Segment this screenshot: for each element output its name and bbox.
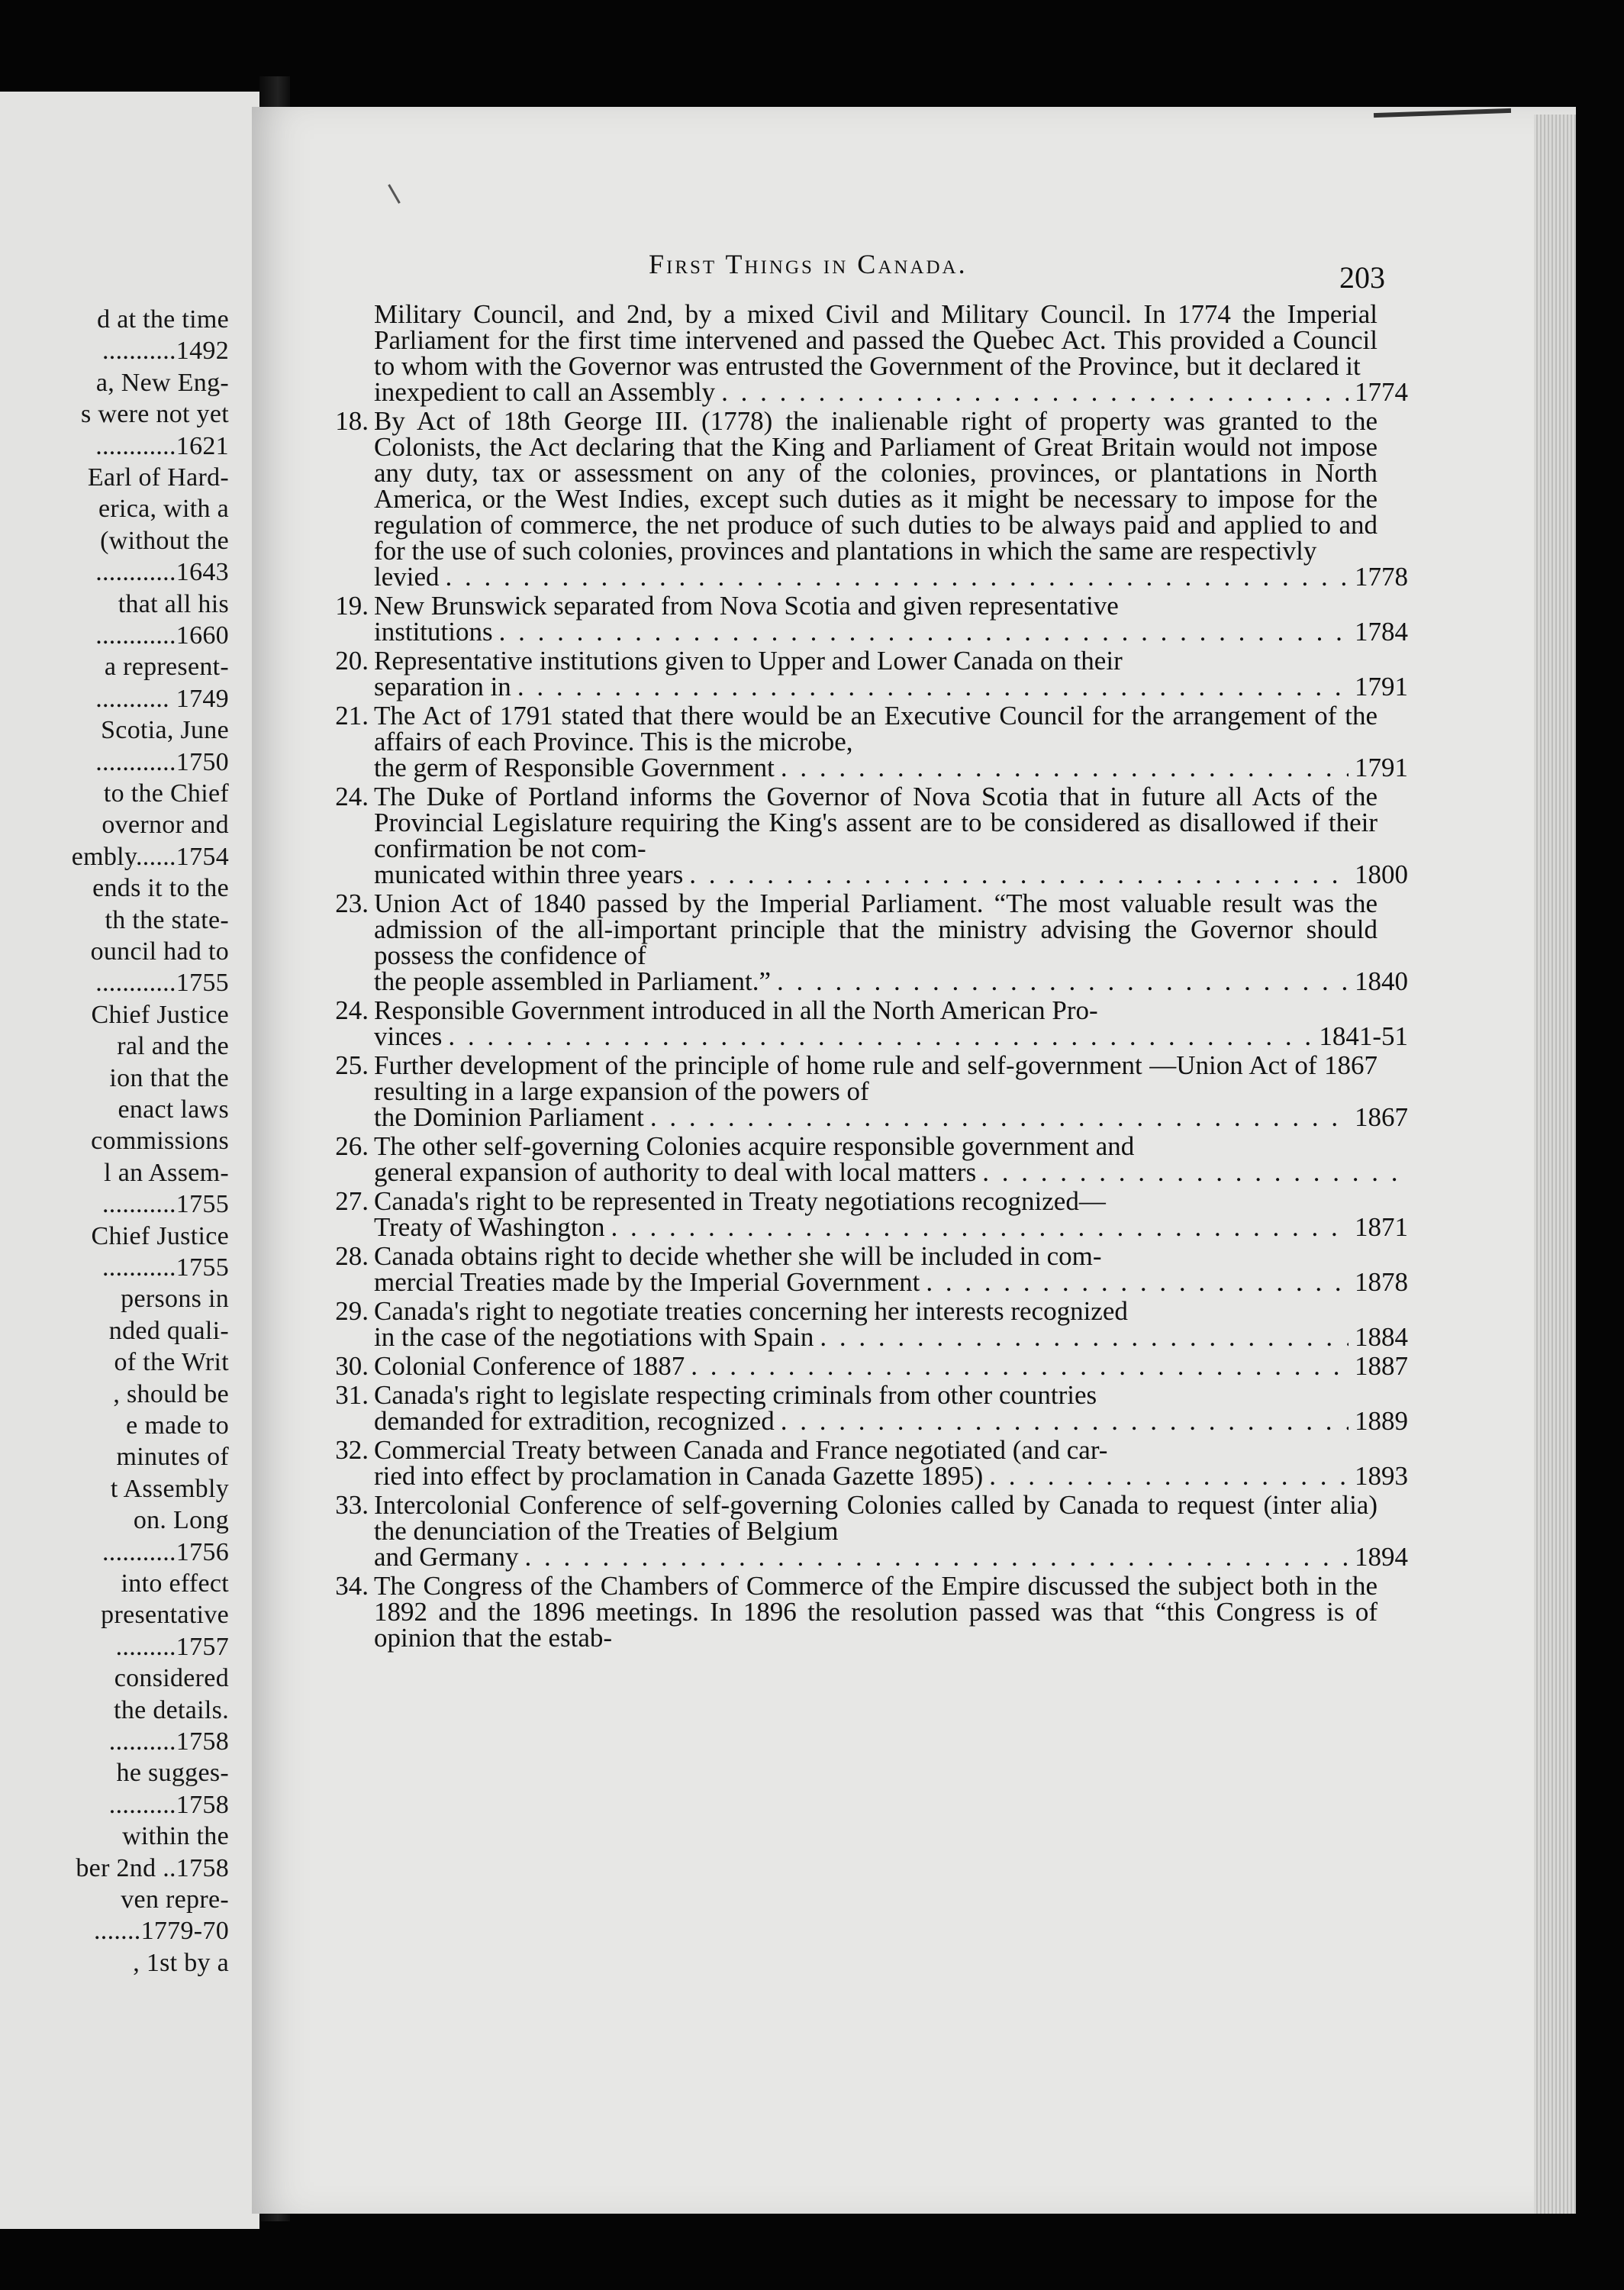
previous-page-line: d at the time [97,305,229,334]
previous-page-line: ..........1758 [108,1727,229,1756]
chronology-entry [309,646,1408,702]
entry-final-line [374,377,1408,407]
entry-year: 1889 [1355,1406,1408,1436]
dot-leader [777,969,1348,995]
entry-final-text: the germ of Responsible Government [374,753,775,782]
chronology-entry [309,1050,1408,1132]
entry-year: 1840 [1355,966,1408,996]
entry-number: 26. [335,1131,369,1161]
entry-text: Representative institutions given to Upper and Lower Canada on their [374,646,1123,676]
running-head: First Things in Canada. [649,249,968,279]
page-number: 203 [1339,260,1385,295]
previous-page-line: on. Long [133,1506,229,1535]
entry-final-text: inexpedient to call an Assembly [374,377,716,407]
entry-final-text: general expansion of authority to deal with local matters [374,1157,977,1187]
entry-year: 1774 [1355,377,1408,407]
entry-final-text: the people assembled in Parliament.” [374,966,771,996]
entry-final-line [374,1406,1408,1436]
entry-year: 1841-51 [1319,1021,1408,1051]
chronology-entry [309,1573,1378,1651]
previous-page-line: Scotia, June [101,716,229,745]
chronology-entry [309,591,1408,647]
entry-number: 27. [335,1186,369,1216]
previous-page-line: ends it to the [92,874,229,903]
entry-final-line [374,1212,1408,1242]
previous-page-line: e made to [126,1411,229,1440]
entry-text: Canada obtains right to decide whether she will be included in com- [374,1241,1102,1271]
previous-page-line: (without the [100,526,229,555]
chronology-entry [309,889,1408,996]
previous-page-line: ........... 1749 [95,684,229,713]
entry-number: 29. [335,1296,369,1326]
previous-page-line: Chief Justice [91,1000,229,1029]
entry-number: 24. [335,995,369,1025]
page-edges [1534,114,1576,2214]
previous-page-line: ouncil had to [90,937,229,966]
entry-number: 20. [335,646,369,676]
entry-number: 18. [335,406,369,436]
previous-page-line: ............1755 [95,969,229,998]
entry-text: Military Council, and 2nd, by a mixed Civil and Military Council. In 1774 the Imperial Parliament for the first time intervened and passed the Quebec Act. This provided a Council to whom with the Governor was entrusted the Government of the Province, but it declared it [374,299,1378,381]
dot-leader [691,1353,1348,1379]
entry-final-line [374,1021,1408,1051]
entry-number: 31. [335,1380,369,1410]
previous-page-line: ............1750 [95,747,229,776]
entry-final-line [374,860,1408,889]
previous-page-line: th the state- [105,905,229,934]
chronology-entry [309,995,1408,1051]
entry-final-line [374,753,1408,782]
entry-final-line [374,562,1408,592]
previous-page-line: to the Chief [103,779,229,808]
entry-text: By Act of 18th George III. (1778) the inalienable right of property was granted to the Colonists, the Act declaring that the King and Parliament of Great Britain would not impose any duty, tax or assessment on any of the colonies, provinces, or plantations in North America, or the West Indies, except such duties as it might be necessary to impose for the regulation of commerce, the net produce of such duties to be always paid and applied to and for the use of such colonies, provinces and plantations in which the same are respectivly [374,406,1378,566]
entry-final-line [374,672,1408,702]
previous-page-line: ...........1755 [102,1253,229,1282]
entry-text: Canada's right to legislate respecting criminals from other countries [374,1380,1097,1410]
previous-page-line: presentative [101,1601,229,1630]
entry-final-text: municated within three years [374,860,684,889]
entry-number: 23. [335,889,369,918]
entry-year: 1791 [1355,672,1408,702]
previous-page-line: ral and the [117,1032,229,1061]
dot-leader [926,1269,1348,1295]
entry-text: The Duke of Portland informs the Governor of Nova Scotia that in future all Acts of the Provincial Legislature requiring the King's assent are to be considered as disallowed if their confirmation be not com- [374,782,1378,863]
dot-leader [781,1408,1348,1434]
entry-number: 25. [335,1050,369,1080]
previous-page-line: a, New Eng- [95,368,229,397]
previous-page-line: ............1621 [95,431,229,460]
entry-year: 1867 [1355,1102,1408,1132]
previous-page-line: persons in [121,1285,229,1314]
entry-number: 21. [335,701,369,731]
entry-year: 1884 [1355,1322,1408,1352]
previous-page-line: that all his [118,589,229,618]
previous-page-line: overnor and [102,811,229,840]
entry-number: 19. [335,591,369,621]
previous-page-line: ..........1758 [108,1790,229,1819]
entry-number: 33. [335,1490,369,1520]
previous-page-line: , should be [113,1379,229,1408]
chronology-entry [309,782,1408,889]
chronology-entry [309,1241,1408,1297]
previous-page-line: the details. [114,1695,229,1724]
chronology-entry [309,299,1408,407]
chronology-entry [309,1296,1408,1352]
previous-page-line: ...........1755 [102,1190,229,1219]
entry-number: 24. [335,782,369,811]
entry-final-line [374,1157,1378,1187]
previous-page [0,92,259,2229]
entry-text: Intercolonial Conference of self-governing Colonies called by Canada to request (inter alia) the denunciation of the Treaties of Belgium [374,1490,1378,1546]
previous-page-line: minutes of [116,1443,229,1472]
dot-leader [517,674,1348,700]
chronology-entry [309,1435,1408,1491]
entry-final-text: separation in [374,672,511,702]
chronology-entry [309,406,1408,592]
entry-text: Responsible Government introduced in all the North American Pro- [374,995,1098,1025]
dot-leader [982,1160,1402,1185]
entry-final-text: mercial Treaties made by the Imperial Government [374,1267,920,1297]
dot-leader [721,379,1348,405]
dot-leader [989,1463,1348,1489]
previous-page-line: of the Writ [114,1348,229,1377]
entry-year: 1871 [1355,1212,1408,1242]
entry-text: The Act of 1791 stated that there would be an Executive Council for the arrangement of the affairs of each Province. This is the microbe, [374,701,1378,756]
entry-text: Commercial Treaty between Canada and France negotiated (and car- [374,1435,1108,1465]
previous-page-line: he sugges- [116,1759,229,1788]
entry-year: 1778 [1355,562,1408,592]
previous-page-line: , 1st by a [133,1948,229,1977]
entry-final-line [374,1351,1408,1381]
previous-page-line: a represent- [104,653,229,682]
entry-final-text: and Germany [374,1542,519,1572]
entry-final-text: Colonial Conference of 1887 [374,1351,685,1381]
entry-year: 1887 [1355,1351,1408,1381]
dot-leader [781,755,1348,781]
dot-leader [820,1324,1348,1350]
entry-final-line [374,1267,1408,1297]
previous-page-line: into effect [121,1569,229,1598]
chronology-entry [309,1380,1408,1436]
chronology-entry [309,1186,1408,1242]
entry-number: 30. [335,1351,369,1381]
entry-final-line [374,617,1408,647]
entry-text: Further development of the principle of home rule and self-government —Union Act of 1867 resulting in a large expansion of the powers of [374,1050,1378,1106]
previous-page-line: .........1757 [115,1632,229,1661]
entry-text: The other self-governing Colonies acquire responsible government and [374,1131,1135,1161]
chronology-entry [309,1351,1408,1381]
dot-leader [499,619,1348,645]
previous-page-line: considered [114,1664,229,1693]
previous-page-line: Earl of Hard- [87,463,229,492]
previous-page-line: erica, with a [98,495,229,524]
previous-page-line: within the [122,1822,229,1851]
dot-leader [650,1105,1348,1130]
entry-text: Canada's right to negotiate treaties concerning her interests recognized [374,1296,1128,1326]
previous-page-line: enact laws [118,1095,229,1124]
entry-final-text: the Dominion Parliament [374,1102,644,1132]
entry-text: Union Act of 1840 passed by the Imperial Parliament. “The most valuable result was the admission of the all-important principle that the ministry advising the Governor should possess the confidence of [374,889,1378,970]
previous-page-line: ............1643 [95,558,229,587]
entry-year: 1894 [1355,1542,1408,1572]
previous-page-line: t Assembly [110,1474,229,1503]
dot-leader [689,862,1348,888]
entry-year: 1878 [1355,1267,1408,1297]
entry-final-text: in the case of the negotiations with Spain [374,1322,814,1352]
previous-page-line: ion that the [109,1063,229,1092]
previous-page-line: ...........1492 [102,337,229,366]
entry-year: 1800 [1355,860,1408,889]
entry-number: 28. [335,1241,369,1271]
previous-page-line: l an Assem- [104,1158,229,1187]
entry-final-text: demanded for extradition, recognized [374,1406,775,1436]
chronology-entry [309,1131,1378,1187]
entry-final-text: levied [374,562,440,592]
previous-page-line: ber 2nd ..1758 [76,1853,229,1882]
previous-page-line: s were not yet [81,400,229,429]
previous-page-line: Chief Justice [91,1221,229,1250]
entry-year: 1791 [1355,753,1408,782]
entry-final-text: institutions [374,617,493,647]
entry-final-text: ried into effect by proclamation in Canada Gazette 1895) [374,1461,984,1491]
page-body [309,299,1408,1654]
entry-text: New Brunswick separated from Nova Scotia and given representative [374,591,1119,621]
chronology-entry [309,701,1408,782]
dot-leader [611,1214,1348,1240]
entry-final-line [374,966,1408,996]
entry-year: 1893 [1355,1461,1408,1491]
previous-page-line: .......1779-70 [93,1917,229,1946]
entry-final-line [374,1102,1408,1132]
entry-final-line [374,1542,1408,1572]
previous-page-line: nded quali- [108,1316,229,1345]
dot-leader [446,564,1348,590]
entry-final-text: vinces [374,1021,443,1051]
entry-text: Canada's right to be represented in Treaty negotiations recognized— [374,1186,1106,1216]
previous-page-line: ...........1756 [102,1537,229,1566]
dot-leader [525,1544,1348,1570]
chronology-entry [309,1490,1408,1572]
previous-page-line: ven repre- [121,1885,229,1914]
entry-number: 32. [335,1435,369,1465]
entry-final-line [374,1461,1408,1491]
previous-page-line: embly......1754 [71,842,229,871]
entry-final-text: Treaty of Washington [374,1212,605,1242]
dot-leader [448,1024,1313,1050]
entry-text: The Congress of the Chambers of Commerce of the Empire discussed the subject both in the 1892 and the 1896 meetings. In 1896 the resolution passed was that “this Congress is of opinion that the estab- [374,1571,1378,1653]
entry-final-line [374,1322,1408,1352]
entry-year: 1784 [1355,617,1408,647]
entry-number: 34. [335,1571,369,1601]
previous-page-line: commissions [91,1127,229,1156]
previous-page-line: ............1660 [95,621,229,650]
